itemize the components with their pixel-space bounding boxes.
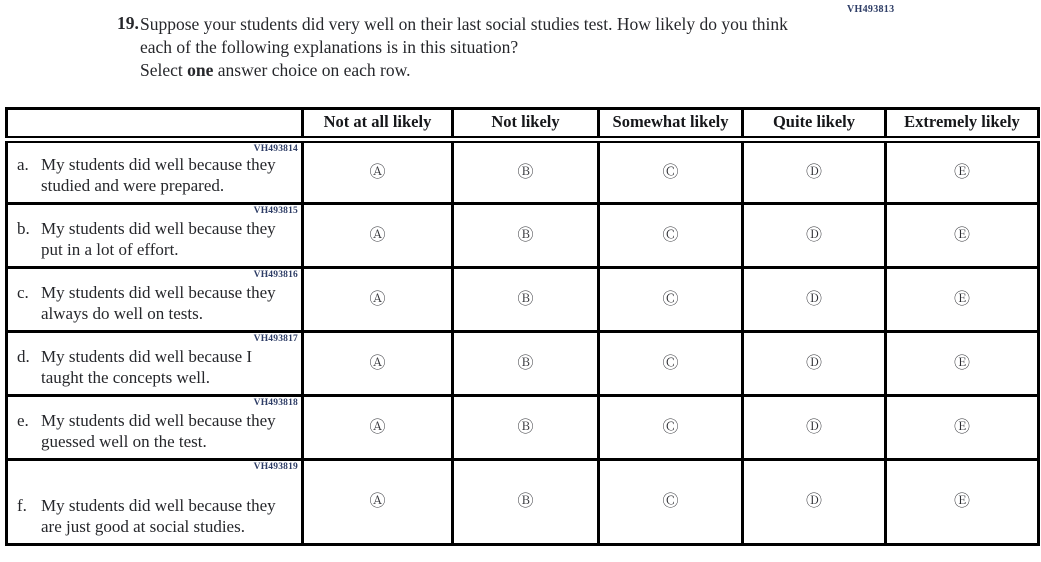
row-stem-cell bbox=[7, 268, 303, 332]
answer-cell bbox=[886, 268, 1039, 332]
answer-bubble-a[interactable]: Ⓐ bbox=[369, 491, 386, 510]
row-stem-cell bbox=[7, 332, 303, 396]
row-statement: My students did well because they studied and were prepared. bbox=[41, 155, 276, 195]
row-letter: e. bbox=[17, 411, 29, 430]
row-accession-code: VH493817 bbox=[253, 334, 298, 344]
column-header-quite-likely: Quite likely bbox=[743, 109, 886, 140]
row-accession-code: VH493816 bbox=[253, 270, 298, 280]
answer-bubble-e[interactable]: Ⓔ bbox=[953, 416, 970, 436]
row-letter: b. bbox=[17, 219, 30, 238]
row-letter: d. bbox=[17, 347, 30, 366]
row-statement: My students did well because they guessed well on the test. bbox=[41, 411, 276, 451]
row-accession-code: VH493814 bbox=[253, 144, 298, 154]
answer-bubble-d[interactable]: Ⓓ bbox=[805, 288, 822, 308]
row-letter: c. bbox=[17, 283, 29, 302]
instruction-emphasis: one bbox=[187, 60, 214, 80]
answer-bubble-d[interactable]: Ⓓ bbox=[805, 224, 822, 244]
answer-bubble-c[interactable]: Ⓒ bbox=[662, 352, 679, 372]
row-statement: My students did well because they always do well on tests. bbox=[41, 283, 276, 323]
answer-bubble-c[interactable]: Ⓒ bbox=[662, 491, 679, 510]
answer-bubble-d[interactable]: Ⓓ bbox=[805, 161, 822, 181]
row-stem-cell bbox=[7, 140, 303, 204]
answer-bubble-a[interactable]: Ⓐ bbox=[369, 352, 386, 372]
item-accession-code: VH493813 bbox=[847, 4, 895, 15]
answer-bubble-c[interactable]: Ⓒ bbox=[662, 224, 679, 244]
answer-bubble-c[interactable]: Ⓒ bbox=[662, 288, 679, 308]
table-corner-cell bbox=[7, 109, 303, 140]
row-accession-code: VH493819 bbox=[253, 462, 298, 472]
answer-cell bbox=[303, 332, 453, 396]
table-row-d bbox=[7, 332, 1039, 396]
answer-cell bbox=[886, 332, 1039, 396]
answer-cell bbox=[599, 332, 743, 396]
row-stem-cell bbox=[7, 396, 303, 460]
answer-bubble-d[interactable]: Ⓓ bbox=[805, 416, 822, 436]
answer-cell bbox=[599, 460, 743, 545]
answer-bubble-b[interactable]: Ⓑ bbox=[517, 491, 534, 510]
answer-cell bbox=[303, 204, 453, 268]
answer-cell bbox=[743, 204, 886, 268]
answer-cell bbox=[303, 460, 453, 545]
row-accession-code: VH493815 bbox=[253, 206, 298, 216]
answer-cell bbox=[886, 460, 1039, 545]
answer-cell bbox=[599, 140, 743, 204]
row-stem-cell bbox=[7, 204, 303, 268]
answer-bubble-e[interactable]: Ⓔ bbox=[953, 224, 970, 244]
header-row bbox=[7, 109, 1039, 140]
answer-cell bbox=[886, 204, 1039, 268]
table-row-b bbox=[7, 204, 1039, 268]
answer-bubble-c[interactable]: Ⓒ bbox=[662, 416, 679, 436]
row-letter: a. bbox=[17, 155, 29, 174]
likelihood-matrix-table bbox=[5, 107, 1040, 546]
column-header-extremely-likely: Extremely likely bbox=[886, 109, 1039, 140]
answer-cell bbox=[743, 460, 886, 545]
column-header-somewhat-likely: Somewhat likely bbox=[599, 109, 743, 140]
row-statement: My students did well because they put in a lot of effort. bbox=[41, 219, 276, 259]
answer-cell bbox=[453, 460, 599, 545]
question-text: Suppose your students did very well on their last social studies test. How likely do you think each of the following explanations is in this situation? bbox=[140, 14, 788, 57]
table-row-f bbox=[7, 460, 1039, 545]
table-row-c bbox=[7, 268, 1039, 332]
answer-bubble-e[interactable]: Ⓔ bbox=[953, 161, 970, 181]
answer-bubble-a[interactable]: Ⓐ bbox=[369, 416, 386, 436]
answer-cell bbox=[743, 396, 886, 460]
answer-cell bbox=[453, 140, 599, 204]
answer-cell bbox=[303, 268, 453, 332]
answer-bubble-b[interactable]: Ⓑ bbox=[517, 224, 534, 244]
column-header-not-at-all-likely: Not at all likely bbox=[303, 109, 453, 140]
table-row-a bbox=[7, 140, 1039, 204]
answer-cell bbox=[599, 268, 743, 332]
column-header-not-likely: Not likely bbox=[453, 109, 599, 140]
answer-cell bbox=[743, 332, 886, 396]
answer-bubble-e[interactable]: Ⓔ bbox=[953, 491, 970, 510]
answer-bubble-e[interactable]: Ⓔ bbox=[953, 288, 970, 308]
answer-bubble-e[interactable]: Ⓔ bbox=[953, 352, 970, 372]
answer-cell bbox=[453, 268, 599, 332]
instruction-suffix: answer choice on each row. bbox=[213, 60, 411, 80]
row-accession-code: VH493818 bbox=[253, 398, 298, 408]
answer-cell bbox=[743, 268, 886, 332]
answer-bubble-a[interactable]: Ⓐ bbox=[369, 224, 386, 244]
question-instruction bbox=[140, 60, 411, 81]
answer-cell bbox=[599, 396, 743, 460]
row-letter: f. bbox=[17, 496, 27, 515]
answer-cell bbox=[886, 140, 1039, 204]
answer-cell bbox=[599, 204, 743, 268]
answer-cell bbox=[886, 396, 1039, 460]
answer-bubble-b[interactable]: Ⓑ bbox=[517, 161, 534, 181]
table-row-e bbox=[7, 396, 1039, 460]
answer-bubble-b[interactable]: Ⓑ bbox=[517, 416, 534, 436]
answer-bubble-c[interactable]: Ⓒ bbox=[662, 161, 679, 181]
answer-cell bbox=[743, 140, 886, 204]
row-statement: My students did well because I taught the concepts well. bbox=[41, 347, 253, 387]
answer-cell bbox=[453, 396, 599, 460]
instruction-prefix: Select bbox=[140, 60, 188, 80]
answer-cell bbox=[453, 332, 599, 396]
answer-bubble-d[interactable]: Ⓓ bbox=[805, 352, 822, 372]
answer-bubble-b[interactable]: Ⓑ bbox=[517, 288, 534, 308]
row-statement: My students did well because they are just good at social studies. bbox=[41, 496, 276, 536]
answer-cell bbox=[303, 140, 453, 204]
answer-cell bbox=[453, 204, 599, 268]
answer-bubble-b[interactable]: Ⓑ bbox=[517, 352, 534, 372]
question-number: 19. bbox=[117, 13, 139, 33]
answer-cell bbox=[303, 396, 453, 460]
answer-bubble-d[interactable]: Ⓓ bbox=[805, 491, 822, 510]
answer-bubble-a[interactable]: Ⓐ bbox=[369, 161, 386, 181]
answer-bubble-a[interactable]: Ⓐ bbox=[369, 288, 386, 308]
row-stem-cell bbox=[7, 460, 303, 545]
